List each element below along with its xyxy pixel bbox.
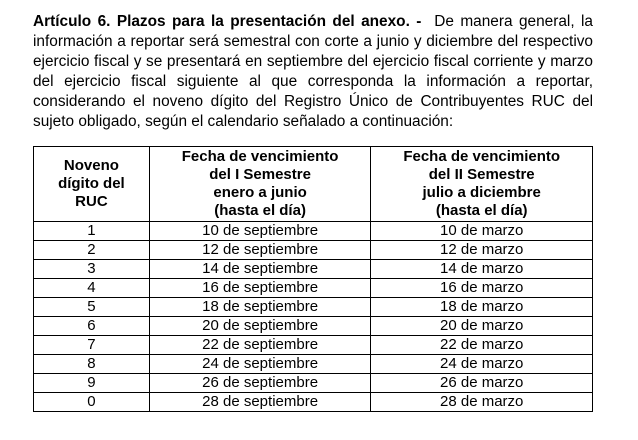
cell-ninth-digit: 9 (34, 374, 150, 393)
cell-first-semester-date: 16 de septiembre (149, 279, 371, 298)
header-line: enero a junio (213, 184, 307, 201)
cell-first-semester-date: 14 de septiembre (149, 260, 371, 279)
header-line: dígito del (58, 175, 125, 192)
cell-ninth-digit: 2 (34, 241, 150, 260)
cell-first-semester-date: 28 de septiembre (149, 393, 371, 412)
cell-second-semester-date: 14 de marzo (371, 260, 593, 279)
cell-second-semester-date: 20 de marzo (371, 317, 593, 336)
cell-ninth-digit: 8 (34, 355, 150, 374)
cell-second-semester-date: 16 de marzo (371, 279, 593, 298)
cell-second-semester-date: 26 de marzo (371, 374, 593, 393)
table-header-row (34, 147, 593, 222)
header-second-semester (371, 147, 593, 222)
header-line: (hasta el día) (435, 202, 528, 219)
header-line: Noveno (63, 157, 119, 174)
table-row (34, 298, 593, 317)
header-first-semester (149, 147, 371, 222)
deadline-calendar-table (33, 146, 593, 412)
cell-ninth-digit: 6 (34, 317, 150, 336)
cell-first-semester-date: 18 de septiembre (149, 298, 371, 317)
header-ninth-digit (34, 147, 150, 222)
cell-ninth-digit: 3 (34, 260, 150, 279)
cell-first-semester-date: 20 de septiembre (149, 317, 371, 336)
cell-first-semester-date: 22 de septiembre (149, 336, 371, 355)
header-line: Fecha de vencimiento (403, 148, 561, 165)
cell-second-semester-date: 22 de marzo (371, 336, 593, 355)
cell-first-semester-date: 24 de septiembre (149, 355, 371, 374)
header-line: julio a diciembre (422, 184, 541, 201)
cell-first-semester-date: 26 de septiembre (149, 374, 371, 393)
header-line: RUC (75, 193, 108, 210)
cell-second-semester-date: 18 de marzo (371, 298, 593, 317)
cell-ninth-digit: 5 (34, 298, 150, 317)
cell-ninth-digit: 0 (34, 393, 150, 412)
table-row (34, 393, 593, 412)
cell-second-semester-date: 12 de marzo (371, 241, 593, 260)
header-line: Fecha de vencimiento (181, 148, 339, 165)
cell-ninth-digit: 4 (34, 279, 150, 298)
header-line: del I Semestre (209, 166, 311, 183)
cell-second-semester-date: 28 de marzo (371, 393, 593, 412)
article-body: De manera general, la información a reportar será semestral con corte a junio y diciembre del respectivo ejercicio fiscal y se presentará en septiembre del ejercicio fiscal corriente y marzo del ejercicio fiscal siguiente al que corresponda la información a reportar, considerando el noveno dígito del Registro Único de Contribuyentes RUC del sujeto obligado, según el calendario señalado a continuación: (33, 13, 593, 130)
article-paragraph (33, 12, 593, 132)
cell-second-semester-date: 24 de marzo (371, 355, 593, 374)
cell-first-semester-date: 10 de septiembre (149, 222, 371, 241)
table-row (34, 336, 593, 355)
table-row (34, 279, 593, 298)
table-row (34, 355, 593, 374)
table-row (34, 241, 593, 260)
table-row (34, 317, 593, 336)
cell-first-semester-date: 12 de septiembre (149, 241, 371, 260)
header-line: (hasta el día) (214, 202, 306, 219)
table-row (34, 222, 593, 241)
cell-second-semester-date: 10 de marzo (371, 222, 593, 241)
header-line: del II Semestre (428, 166, 535, 183)
table-row (34, 374, 593, 393)
article-heading: Artículo 6. Plazos para la presentación del anexo. - (33, 13, 422, 30)
cell-ninth-digit: 1 (34, 222, 150, 241)
cell-ninth-digit: 7 (34, 336, 150, 355)
table-row (34, 260, 593, 279)
